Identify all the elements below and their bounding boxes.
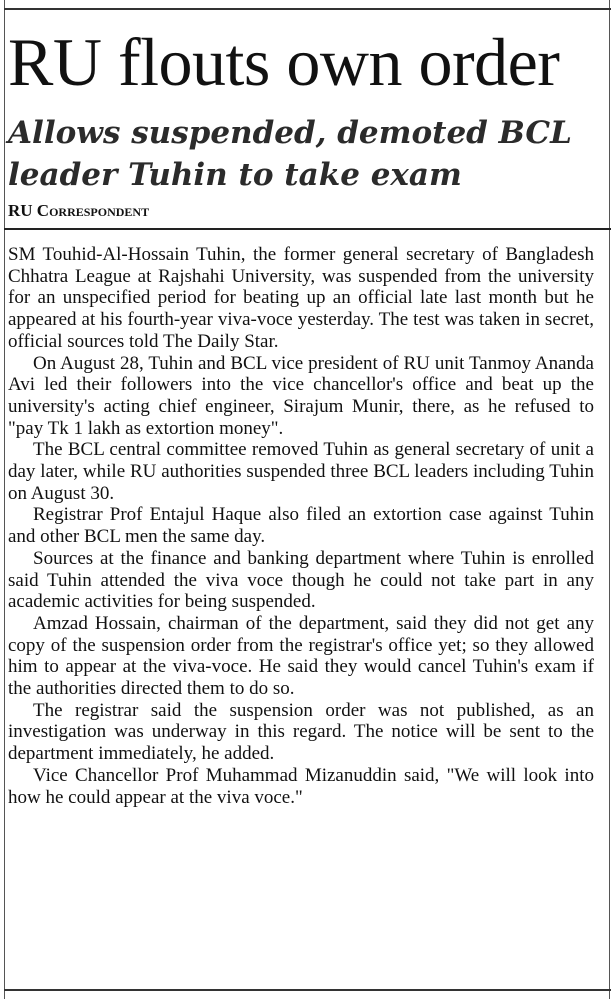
byline: RU Correspondent [8,201,150,220]
top-rule [4,8,611,10]
article-body [8,244,594,808]
paragraph-8: Vice Chancellor Prof Muhammad Mizanuddin said, "We will look into how he could appear at the viva voce." [8,764,594,808]
paragraph-2: On August 28, Tuhin and BCL vice president of RU unit Tanmoy Ananda Avi led their followers into the vice chancellor's office and beat up the university's acting chief engineer, Sirajum Munir, there, as he refused to "pay Tk 1 lakh as extortion money". [8,352,594,439]
subheadline: Allows suspended, demoted BCL leader Tuhin to take exam [8,115,572,193]
paragraph-7: The registrar said the suspension order was not published, as an investigation was underway in this regard. The notice will be sent to the department immediately, he added. [8,699,594,765]
paragraph-6: Amzad Hossain, chairman of the department, said they did not get any copy of the suspension order from the registrar's office yet; so they allowed him to appear at the viva-voce. He said they would cancel Tuhin's exam if the authorities directed them to do so. [8,612,594,700]
bottom-rule [4,989,611,991]
paragraph-5: Sources at the finance and banking department where Tuhin is enrolled said Tuhin attended the viva voce though he could not take part in any academic activities for being suspended. [8,547,594,613]
paragraph-4: Registrar Prof Entajul Haque also filed an extortion case against Tuhin and other BCL men the same day. [8,504,594,548]
paragraph-1: SM Touhid-Al-Hossain Tuhin, the former general secretary of Bangladesh Chhatra League at Rajshahi University, was suspended from the university for an unspecified period for beating up an official late last month but he appeared at his fourth-year viva-voce yesterday. The test was taken in secret, official sources told The Daily Star. [8,244,594,352]
headline: RU flouts own order [8,24,560,100]
paragraph-3: The BCL central committee removed Tuhin as general secretary of unit a day later, while RU authorities suspended three BCL leaders including Tuhin on August 30. [8,439,594,504]
byline-rule [4,228,611,230]
